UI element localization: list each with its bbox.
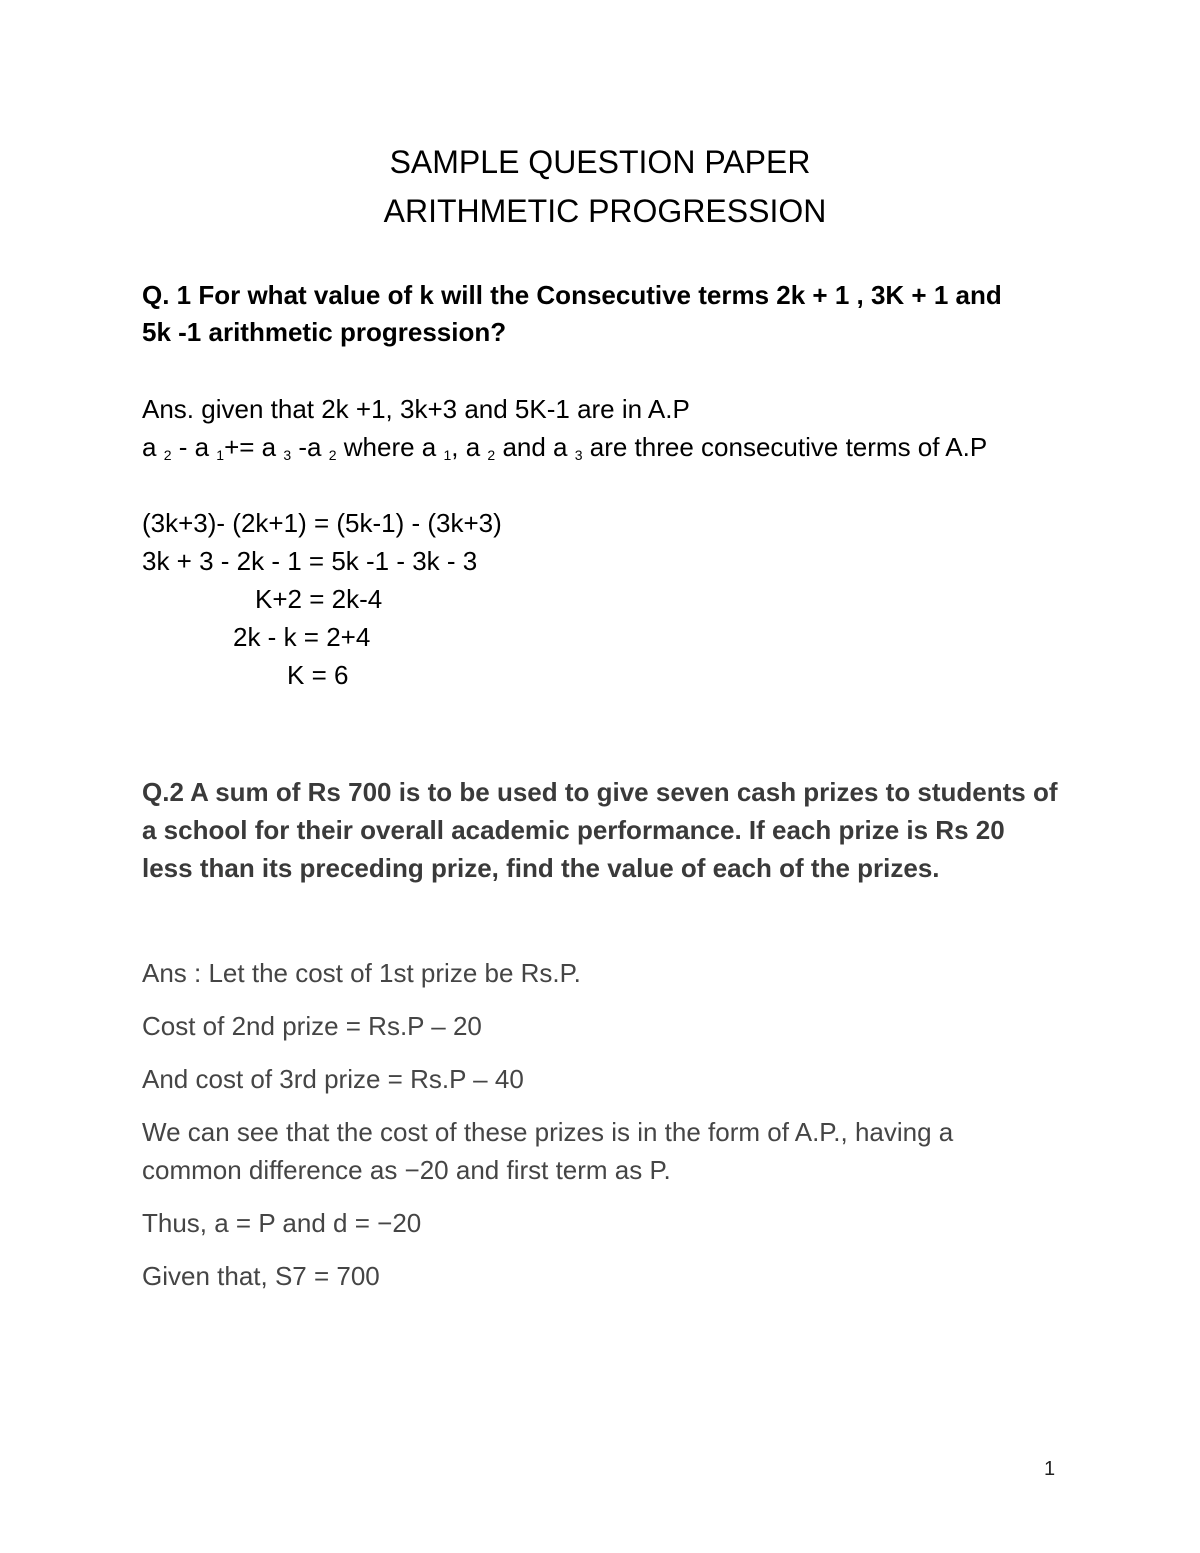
q2-answer-line: We can see that the cost of these prizes is in the form of A.P., having a: [142, 1117, 954, 1147]
relation-subscript: 3: [283, 447, 292, 463]
relation-subscript: 2: [163, 447, 172, 463]
q2-answer-line: And cost of 3rd prize = Rs.P – 40: [142, 1064, 524, 1094]
q2-question-line: Q.2 A sum of Rs 700 is to be used to give seven cash prizes to students of: [142, 777, 1058, 807]
title-line-1: SAMPLE QUESTION PAPER: [389, 144, 811, 180]
q1-question-line-2: 5k -1 arithmetic progression?: [142, 317, 507, 347]
q1-answer-line-1: Ans. given that 2k +1, 3k+3 and 5K-1 are in A.P: [142, 394, 690, 424]
q2-answer-line: Ans : Let the cost of 1st prize be Rs.P.: [142, 958, 581, 988]
relation-subscript: 1: [216, 447, 225, 463]
relation-subscript: 2: [328, 447, 337, 463]
q1-step: K+2 = 2k-4: [255, 584, 383, 614]
page-number: 1: [1044, 1458, 1056, 1480]
q2-answer-line: Cost of 2nd prize = Rs.P – 20: [142, 1011, 482, 1041]
q1-step: 3k + 3 - 2k - 1 = 5k -1 - 3k - 3: [142, 546, 478, 576]
q1-step: K = 6: [287, 660, 349, 690]
relation-text: a: [142, 432, 164, 462]
q1-question-line-1: Q. 1 For what value of k will the Consecutive terms 2k + 1 , 3K + 1 and: [142, 280, 1002, 310]
relation-subscript: 2: [487, 447, 496, 463]
q2-answer-line: common difference as −20 and first term as P.: [142, 1155, 671, 1185]
relation-subscript: 1: [443, 447, 452, 463]
q2-answer-line: Thus, a = P and d = −20: [142, 1208, 422, 1238]
q2-question-line: less than its preceding prize, find the value of each of the prizes.: [142, 853, 940, 883]
relation-subscript: 3: [574, 447, 583, 463]
relation-text: -a: [291, 432, 329, 462]
relation-text: , a: [451, 432, 488, 462]
relation-text: are three consecutive terms of A.P: [582, 432, 988, 462]
q1-step: (3k+3)- (2k+1) = (5k-1) - (3k+3): [142, 508, 502, 538]
q1-step: 2k - k = 2+4: [233, 622, 371, 652]
relation-text: += a: [224, 432, 284, 462]
relation-text: - a: [171, 432, 217, 462]
relation-text: and a: [495, 432, 575, 462]
q2-answer-line: Given that, S7 = 700: [142, 1261, 380, 1291]
q2-question-line: a school for their overall academic performance. If each prize is Rs 20: [142, 815, 1005, 845]
relation-text: where a: [336, 432, 444, 462]
q1-relation-line: [142, 431, 987, 463]
title-line-2: ARITHMETIC PROGRESSION: [383, 193, 827, 229]
